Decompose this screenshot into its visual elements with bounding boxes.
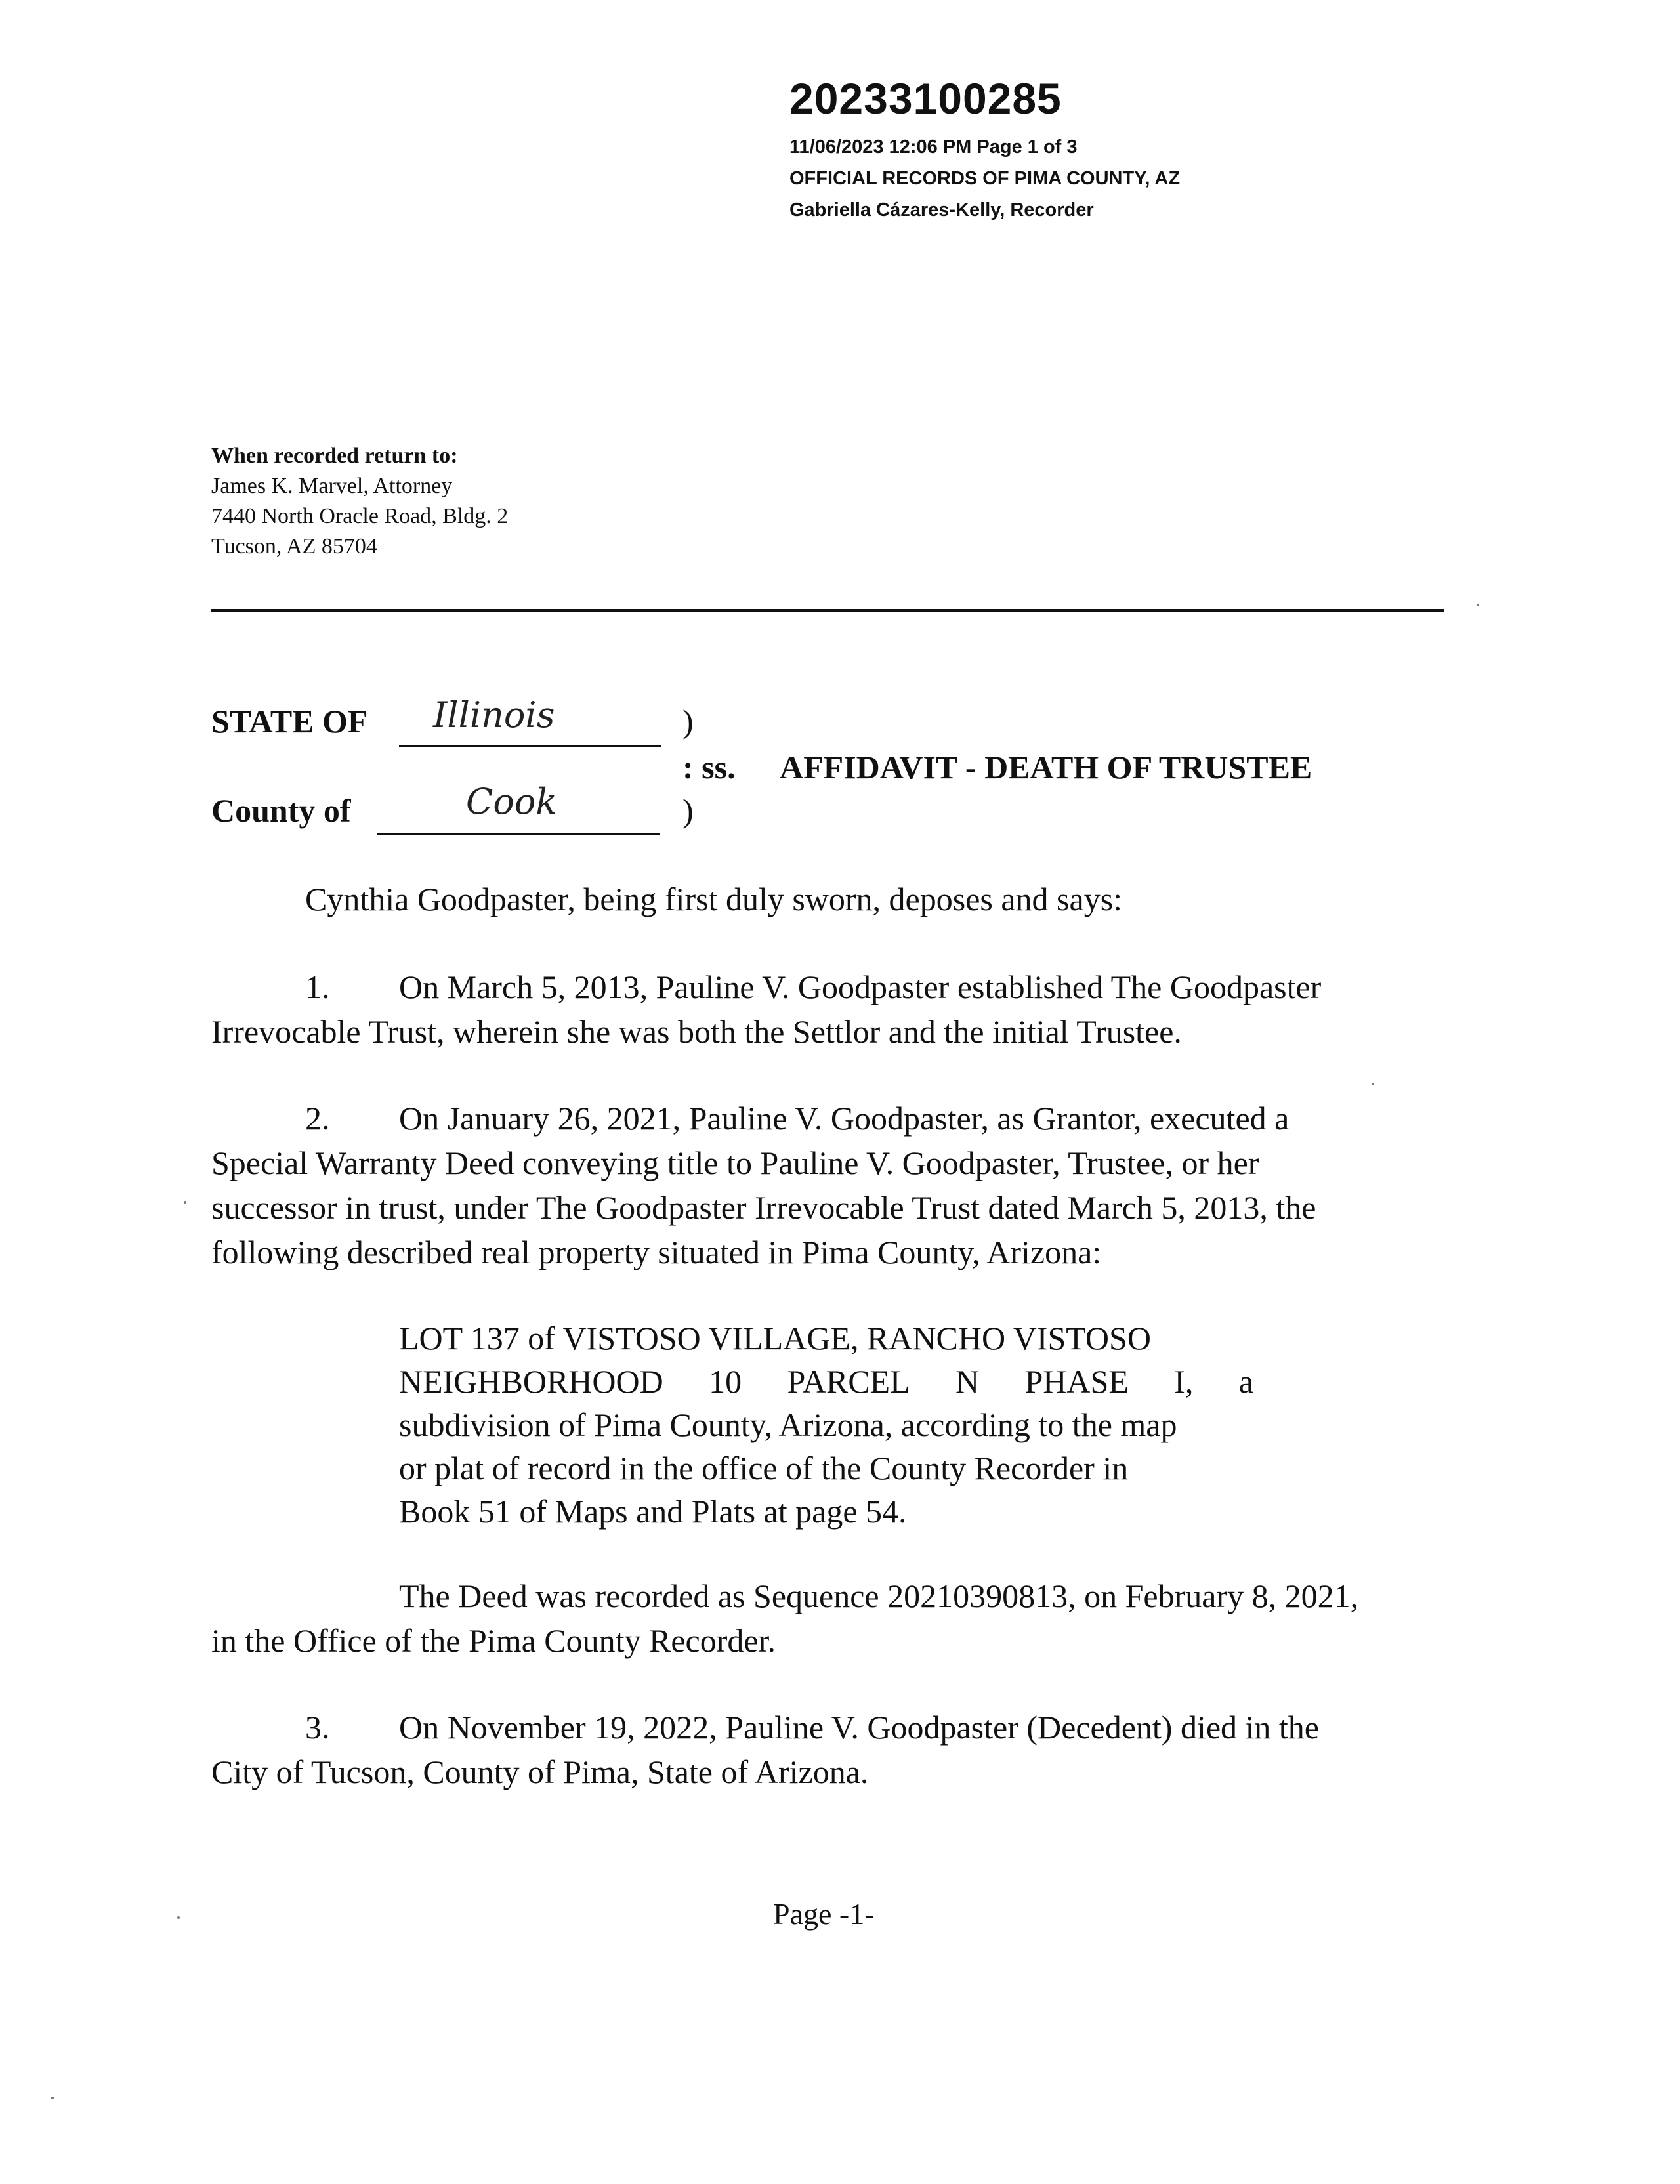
paragraph-1-line: On March 5, 2013, Pauline V. Goodpaster established The Goodpaster <box>399 969 1322 1005</box>
state-paren: ) <box>682 703 694 740</box>
scan-speck <box>1477 604 1479 606</box>
paragraph-2-number: 2. <box>305 1100 330 1137</box>
legal-line: subdivision of Pima County, Arizona, according to the map <box>399 1406 1177 1443</box>
legal-line: LOT 137 of VISTOSO VILLAGE, RANCHO VISTOSO <box>399 1320 1151 1356</box>
paragraph-2-line: following described real property situated in Pima County, Arizona: <box>211 1234 1102 1270</box>
return-to-label: When recorded return to: <box>211 444 458 468</box>
document-title: AFFIDAVIT - DEATH OF TRUSTEE <box>780 749 1312 786</box>
recording-recorder: Gabriella Cázares-Kelly, Recorder <box>789 200 1094 220</box>
header-divider <box>211 609 1444 612</box>
paragraph-3-line: City of Tucson, County of Pima, State of Arizona. <box>211 1754 869 1790</box>
paragraph-2-line: successor in trust, under The Goodpaster Irrevocable Trust dated March 5, 2013, the <box>211 1189 1316 1226</box>
legal-word: NEIGHBORHOOD <box>399 1363 663 1400</box>
state-handwritten: Illinois <box>433 694 555 736</box>
legal-word: a <box>1238 1363 1253 1400</box>
return-to-city: Tucson, AZ 85704 <box>211 534 377 558</box>
scan-speck <box>1372 1083 1374 1085</box>
return-to-street: 7440 North Oracle Road, Bldg. 2 <box>211 504 509 528</box>
paragraph-3-line: On November 19, 2022, Pauline V. Goodpaster (Decedent) died in the <box>399 1709 1320 1746</box>
recording-sequence-number: 20233100285 <box>789 74 1062 123</box>
paragraph-3-number: 3. <box>305 1709 330 1746</box>
page-number: Page -1- <box>773 1897 875 1931</box>
paragraph-2-line: On January 26, 2021, Pauline V. Goodpaster, as Grantor, executed a <box>399 1100 1290 1137</box>
legal-word: I, <box>1174 1363 1194 1400</box>
county-paren: ) <box>682 792 694 829</box>
recording-date-page: 11/06/2023 12:06 PM Page 1 of 3 <box>789 136 1078 158</box>
legal-word: 10 <box>709 1363 742 1400</box>
paragraph-1-number: 1. <box>305 969 330 1005</box>
county-label: County of <box>211 792 351 829</box>
legal-word: N <box>956 1363 980 1400</box>
legal-line-justified <box>399 1360 1253 1403</box>
scan-speck <box>177 1916 180 1919</box>
state-label: STATE OF <box>211 703 368 740</box>
legal-line: Book 51 of Maps and Plats at page 54. <box>399 1493 907 1530</box>
county-handwritten: Cook <box>466 781 558 822</box>
legal-line: or plat of record in the office of the County Recorder in <box>399 1450 1129 1486</box>
legal-description <box>399 1316 1253 1533</box>
ss-marker: : ss. <box>682 749 736 786</box>
deed-line: in the Office of the Pima County Recorder. <box>211 1622 776 1659</box>
legal-word: PARCEL <box>787 1363 910 1400</box>
return-to-name: James K. Marvel, Attorney <box>211 474 453 498</box>
paragraph-2-line: Special Warranty Deed conveying title to Pauline V. Goodpaster, Trustee, or her <box>211 1144 1259 1181</box>
legal-word: PHASE <box>1024 1363 1129 1400</box>
scan-speck <box>51 2097 54 2099</box>
recording-office: OFFICIAL RECORDS OF PIMA COUNTY, AZ <box>789 168 1181 189</box>
intro-statement: Cynthia Goodpaster, being first duly sworn, deposes and says: <box>305 881 1123 917</box>
scan-speck <box>184 1201 186 1204</box>
paragraph-1-line: Irrevocable Trust, wherein she was both the Settlor and the initial Trustee. <box>211 1013 1182 1050</box>
deed-line: The Deed was recorded as Sequence 20210390813, on February 8, 2021, <box>399 1578 1359 1614</box>
